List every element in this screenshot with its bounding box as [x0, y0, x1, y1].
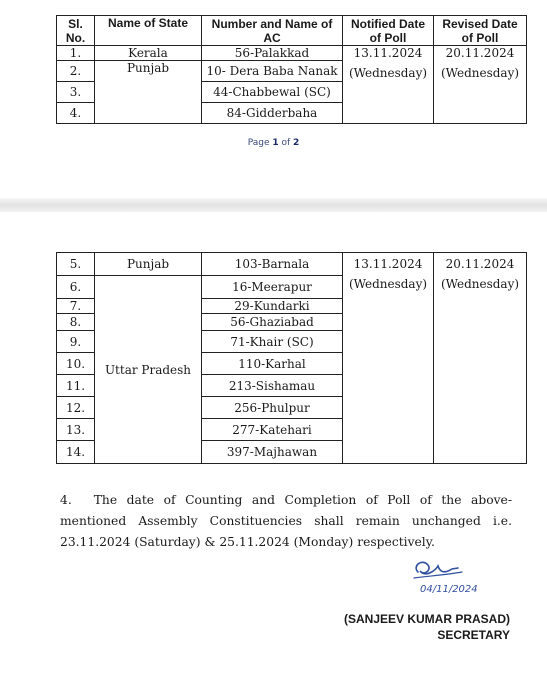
ac-cell: 29-Kundarki [202, 299, 343, 314]
col-header-sl-no: Sl. No. [57, 16, 95, 46]
page-total: 2 [293, 138, 300, 148]
page-of: of [278, 138, 294, 148]
col-header-state: Name of State [95, 16, 202, 46]
revised-date-cell [434, 253, 527, 464]
signatory-block [280, 611, 510, 643]
signature-date: 04/11/2024 [420, 584, 478, 595]
sl-no-cell: 4. [57, 103, 95, 124]
ac-cell: 10- Dera Baba Nanak [202, 61, 343, 82]
sl-no-cell: 7. [57, 299, 95, 314]
handwritten-signature [408, 556, 508, 600]
sl-no-cell: 10. [57, 353, 95, 375]
state-cell-punjab: Punjab [95, 253, 202, 276]
ac-cell: 56-Palakkad [202, 46, 343, 61]
table-row [57, 46, 527, 61]
ac-cell: 103-Barnala [202, 253, 343, 276]
ac-cell: 213-Sishamau [202, 375, 343, 397]
state-cell-uttar-pradesh: Uttar Pradesh [95, 276, 202, 464]
notified-day: (Wednesday) [348, 277, 428, 291]
notified-day: (Wednesday) [348, 66, 428, 80]
signature-scribble-icon [408, 556, 508, 596]
notified-date-cell [343, 253, 434, 464]
revised-day: (Wednesday) [440, 277, 520, 291]
sl-no-cell: 6. [57, 276, 95, 299]
sl-no-cell: 11. [57, 375, 95, 397]
page-label: Page [247, 138, 273, 148]
sl-no-cell: 2. [57, 61, 95, 82]
poll-table-page2 [56, 252, 527, 464]
notified-date: 13.11.2024 [353, 46, 423, 60]
revised-day: (Wednesday) [440, 66, 520, 80]
state-cell-punjab: Punjab [95, 61, 202, 124]
revised-date: 20.11.2024 [445, 46, 515, 60]
sl-no-cell: 1. [57, 46, 95, 61]
ac-cell: 16-Meerapur [202, 276, 343, 299]
ac-cell: 56-Ghaziabad [202, 314, 343, 331]
table-row [57, 253, 527, 276]
state-cell-kerala: Kerala [95, 46, 202, 61]
sl-no-cell: 13. [57, 419, 95, 441]
counting-date-paragraph [60, 490, 512, 553]
page-number-footer [0, 138, 547, 148]
col-header-ac: Number and Name of AC [202, 16, 343, 46]
notified-date: 13.11.2024 [353, 257, 423, 271]
signatory-title: SECRETARY [437, 628, 510, 642]
table-header-row [57, 16, 527, 46]
ac-cell: 44-Chabbewal (SC) [202, 82, 343, 103]
ac-cell: 256-Phulpur [202, 397, 343, 419]
col-header-revised-date: Revised Date of Poll [434, 16, 527, 46]
paragraph-text: The date of Counting and Completion of Poll of the above-mentioned Assembly Constituencies shall remain unchanged i.e. 23.11.2024 (Saturday) & 25.11.2024 (Monday) respectively. [60, 493, 512, 549]
paragraph-number: 4. [60, 493, 72, 507]
notified-date-cell [343, 46, 434, 124]
signatory-name: (SANJEEV KUMAR PRASAD) [343, 612, 510, 626]
ac-cell: 84-Gidderbaha [202, 103, 343, 124]
revised-date: 20.11.2024 [445, 257, 515, 271]
ac-cell: 110-Karhal [202, 353, 343, 375]
sl-no-cell: 3. [57, 82, 95, 103]
ac-cell: 71-Khair (SC) [202, 331, 343, 353]
ac-cell: 397-Majhawan [202, 441, 343, 464]
page-current: 1 [272, 138, 279, 148]
sl-no-cell: 8. [57, 314, 95, 331]
sl-no-cell: 14. [57, 441, 95, 464]
sl-no-cell: 5. [57, 253, 95, 276]
poll-table-page1 [56, 15, 527, 124]
col-header-notified-date: Notified Date of Poll [343, 16, 434, 46]
sl-no-cell: 12. [57, 397, 95, 419]
ac-cell: 277-Katehari [202, 419, 343, 441]
page-break-divider [0, 198, 547, 212]
sl-no-cell: 9. [57, 331, 95, 353]
revised-date-cell [434, 46, 527, 124]
